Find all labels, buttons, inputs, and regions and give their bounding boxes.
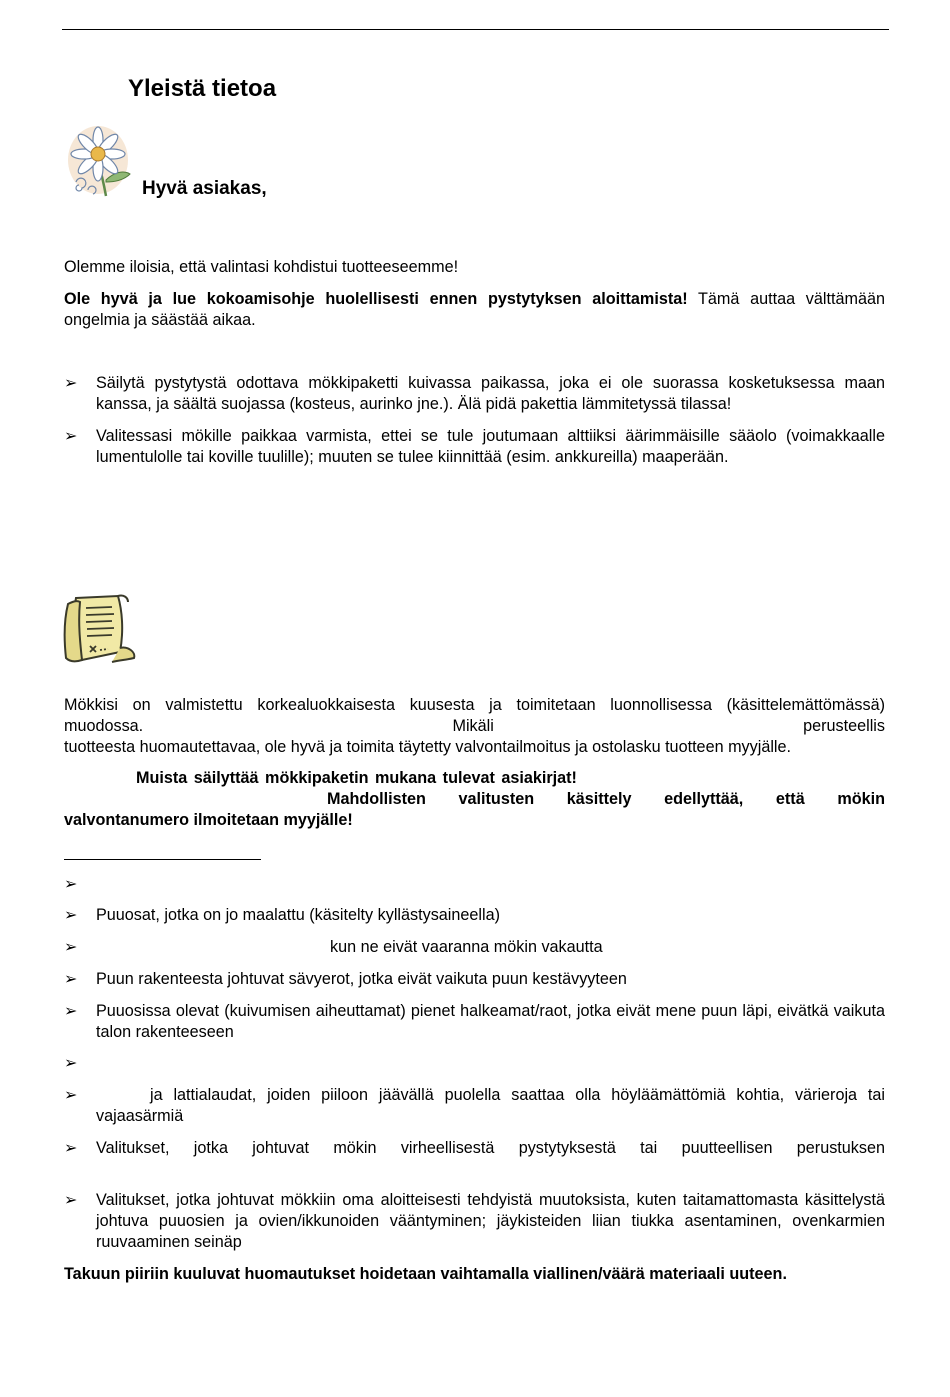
bullet-arrow-icon: ➢ xyxy=(64,938,78,956)
flower-icon xyxy=(62,120,138,198)
instruction-bold: Ole hyvä ja lue kokoamisohje huolellisesti ennen pystytyksen aloittamista! xyxy=(64,290,688,308)
instruction-paragraph xyxy=(64,289,885,331)
list-item-text: Valitessasi mökille paikkaa varmista, ettei se tule joutumaan alttiiksi äärimmäisille sääolo (voimakkaalle lumentulolle tai koville tuulille); muuten se tulee kiinnittää (esim. ankkureilla) maaperään. xyxy=(96,427,885,466)
bullet-arrow-icon: ➢ xyxy=(64,1191,78,1209)
list-item-text: Puun rakenteesta johtuvat sävyerot, jotka eivät vaikuta puun kestävyyteen xyxy=(96,970,627,988)
bullet-arrow-icon: ➢ xyxy=(64,906,78,924)
list-item-text: kun ne eivät vaaranna mökin vakautta xyxy=(330,938,603,956)
list-item-text: ja lattialaudat, joiden piiloon jäävällä puolella saattaa olla höyläämättömiä kohtia, värieroja tai vajaasärmiä xyxy=(96,1086,885,1125)
list-item-text: Puuosissa olevat (kuivumisen aiheuttamat) pienet halkeamat/raot, jotka eivät mene puun läpi, eivätkä vaikuta talon rakenteeseen xyxy=(96,1002,885,1041)
intro-text: Olemme iloisia, että valintasi kohdistui tuotteeseemme! xyxy=(64,258,459,276)
bullet-arrow-icon: ➢ xyxy=(64,875,78,893)
quality-paragraph-line1: Mökkisi on valmistettu korkealuokkaisesta kuusesta ja toimitetaan luonnollisessa (käsittelemättömässä) muodossa. Mikäli perusteellis xyxy=(64,696,885,735)
quality-paragraph-line2: tuotteesta huomautettavaa, ole hyvä ja toimita täytetty valvontailmoitus ja ostolasku tuotteen myyjälle. xyxy=(64,738,792,756)
remember-line3: valvontanumero ilmoitetaan myyjälle! xyxy=(64,811,353,829)
bullet-arrow-icon: ➢ xyxy=(64,374,78,392)
bullet-arrow-icon: ➢ xyxy=(64,1002,78,1020)
instruction-rest: Tämä auttaa välttämään ongelmia ja säästää aikaa. xyxy=(64,290,885,329)
remember-line2: Mahdollisten valitusten käsittely edellyttää, että mökin xyxy=(327,790,885,808)
bullet-arrow-icon: ➢ xyxy=(64,970,78,988)
section-rule xyxy=(64,859,261,860)
list-item-text: Puuosat, jotka on jo maalattu (käsitelty kyllästysaineella) xyxy=(96,906,500,924)
remember-line1: Muista säilyttää mökkipaketin mukana tulevat asiakirjat! xyxy=(136,769,577,787)
closing-statement: Takuun piiriin kuuluvat huomautukset hoidetaan vaihtamalla viallinen/väärä materiaali uuteen. xyxy=(64,1265,787,1283)
list-item-text: Valitukset, jotka johtuvat mökin virheellisestä pystytyksestä tai puutteellisen perustuksen xyxy=(96,1139,885,1157)
bullet-arrow-icon: ➢ xyxy=(64,1139,78,1157)
document-icon xyxy=(62,590,140,668)
list-item-text: Valitukset, jotka johtuvat mökkiin oma aloitteisesti tehdyistä muutoksista, kuten taitamattomasta käsittelystä johtuva puuosien ja ovien/ikkunoiden vääntyminen; jäykisteiden liian tiukka asentaminen, ovenkarmien ruuvaaminen seinäp xyxy=(96,1191,885,1251)
greeting: Hyvä asiakas, xyxy=(142,178,267,199)
list-item-text: Säilytä pystytystä odottava mökkipaketti kuivassa paikassa, joka ei ole suorassa kosketuksessa maan kanssa, ja säältä suojassa (kosteus, aurinko jne.). Älä pidä pakettia lämmitetyssä tilassa! xyxy=(96,374,885,413)
bullet-arrow-icon: ➢ xyxy=(64,1086,78,1104)
section-title: Yleistä tietoa xyxy=(128,75,277,102)
bullet-arrow-icon: ➢ xyxy=(64,1054,78,1072)
header-rule xyxy=(62,29,889,30)
bullet-arrow-icon: ➢ xyxy=(64,427,78,445)
